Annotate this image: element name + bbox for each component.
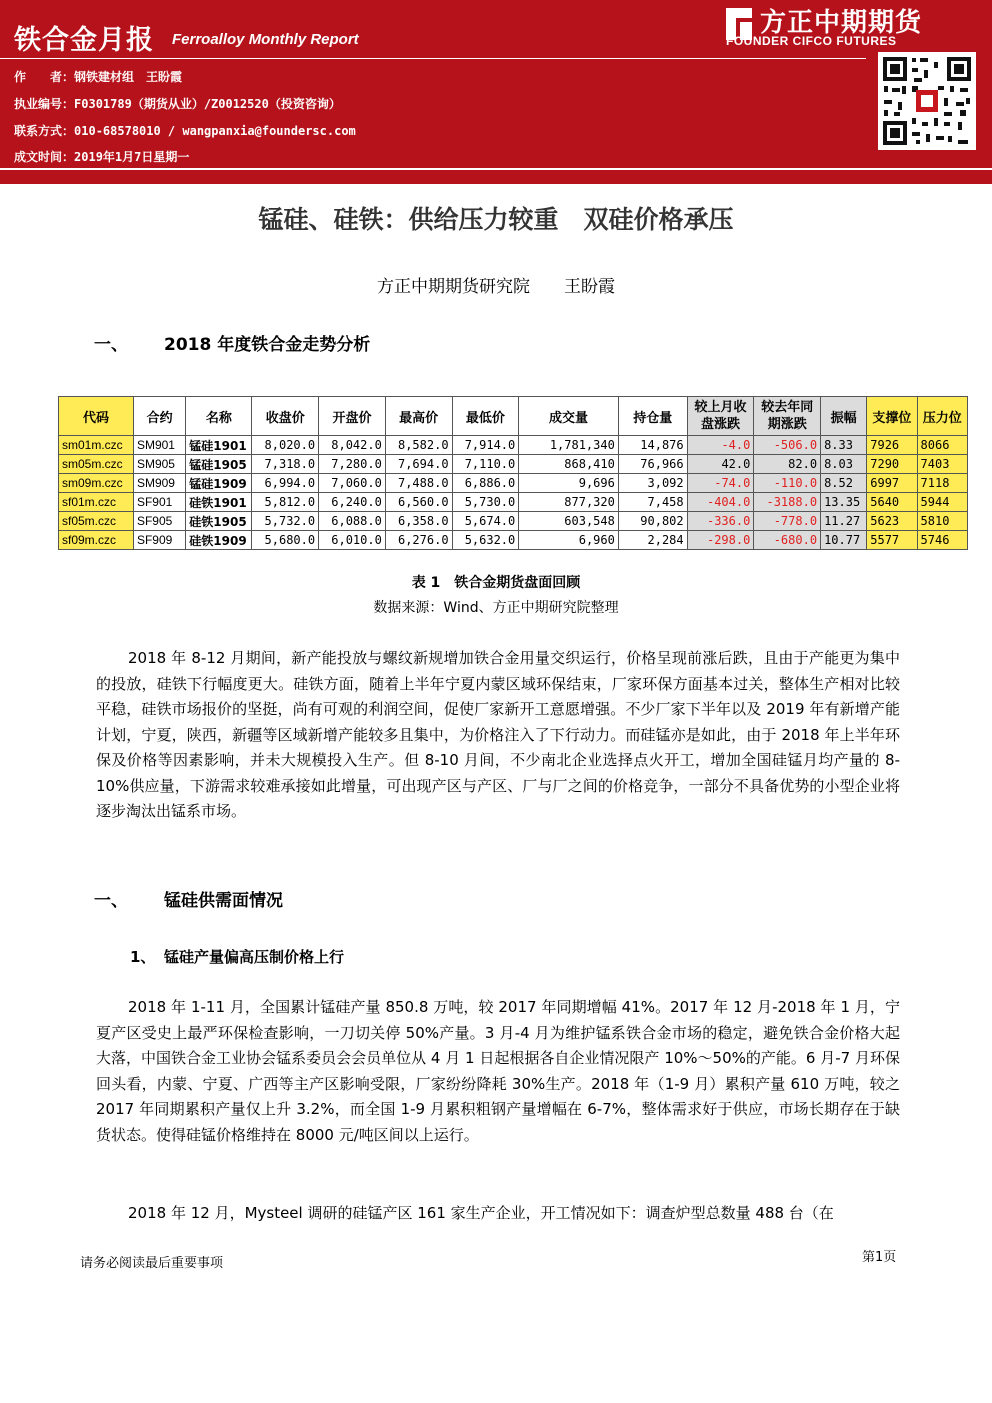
cell-open-interest: 76,966	[618, 455, 687, 474]
cell-support: 7926	[867, 436, 917, 455]
cell-low: 7,914.0	[452, 436, 519, 455]
cell-code: sm05m.czc	[59, 455, 134, 474]
cell-yoy-change: -506.0	[754, 436, 821, 455]
cell-volume: 603,548	[519, 512, 619, 531]
cell-mom-change: -74.0	[687, 474, 754, 493]
cell-low: 5,674.0	[452, 512, 519, 531]
cell-amplitude: 11.27	[821, 512, 867, 531]
page-number: 第1页	[862, 1250, 897, 1265]
cell-volume: 868,410	[519, 455, 619, 474]
cell-yoy-change: -3188.0	[754, 493, 821, 512]
author-line: 作 者：钢铁建材组 王盼霞	[14, 70, 183, 84]
cell-name: 硅铁1901	[186, 493, 252, 512]
cell-high: 6,358.0	[385, 512, 452, 531]
section-1-heading: 2018 年度铁合金走势分析	[164, 335, 371, 355]
cell-resistance: 7403	[917, 455, 967, 474]
th-resistance: 压力位	[917, 397, 967, 436]
header-divider	[0, 58, 866, 59]
license-line: 执业编号：F0301789（期货从业）/Z0012520（投资咨询）	[14, 97, 341, 111]
cell-volume: 877,320	[519, 493, 619, 512]
cell-name: 锰硅1901	[186, 436, 252, 455]
th-name: 名称	[186, 397, 252, 436]
cell-low: 5,632.0	[452, 531, 519, 550]
paragraph-1: 2018 年 8-12 月期间，新产能投放与螺纹新规增加铁合金用量交织运行，价格呈现前涨后跌，且由于产能更为集中的投放，硅铁下行幅度更大。硅铁方面，随着上半年宁夏内蒙区域环保结束，厂家环保方面基本过关，整体生产相对比较平稳，硅铁市场报价的坚挺，尚有可观的利润空间，促使厂家新开工意愿增强。不少厂家下半年以及 2019 年有新增产能计划，宁夏，陕西，新疆等区域新增产能较多且集中，为价格注入了下行动力。而硅锰亦是如此，由于 2018 年上半年环保及价格等因素影响，并未大规模投入生产。但 8-10 月间，不少南北企业选择点火开工，增加全国硅锰月均产量的 8-10%供应量，下游需求较难承接如此增量，可出现产区与产区、厂与厂之间的价格竞争，一部分不具备优势的小型企业将逐步淘汰出锰系市场。	[96, 649, 900, 820]
brand-name: 方正中期期货	[760, 8, 923, 38]
cell-open: 6,088.0	[319, 512, 386, 531]
header-bottom-bar	[0, 168, 992, 184]
cell-resistance: 5746	[917, 531, 967, 550]
cell-code: sm09m.czc	[59, 474, 134, 493]
qr-code-icon	[878, 52, 976, 150]
cell-mom-change: -4.0	[687, 436, 754, 455]
th-open-interest: 持仓量	[618, 397, 687, 436]
cell-yoy-change: -110.0	[754, 474, 821, 493]
cell-low: 5,730.0	[452, 493, 519, 512]
cell-name: 硅铁1909	[186, 531, 252, 550]
table-row	[59, 436, 968, 455]
cell-resistance: 5944	[917, 493, 967, 512]
th-close: 收盘价	[252, 397, 319, 436]
cell-open-interest: 14,876	[618, 436, 687, 455]
th-yoy-change: 较去年同期涨跌	[754, 397, 821, 436]
th-open: 开盘价	[319, 397, 386, 436]
th-contract: 合约	[133, 397, 185, 436]
th-code: 代码	[59, 397, 134, 436]
cell-yoy-change: -680.0	[754, 531, 821, 550]
cell-open: 6,240.0	[319, 493, 386, 512]
cell-high: 8,582.0	[385, 436, 452, 455]
date-line: 成文时间：2019年1月7日星期一	[14, 150, 190, 164]
th-mom-change: 较上月收盘涨跌	[687, 397, 754, 436]
paragraph-3: 2018 年 12 月，Mysteel 调研的硅锰产区 161 家生产企业，开工情况如下：调查炉型总数量 488 台（在	[128, 1204, 834, 1222]
cell-code: sf09m.czc	[59, 531, 134, 550]
cell-resistance: 5810	[917, 512, 967, 531]
cell-amplitude: 10.77	[821, 531, 867, 550]
section-2-number: 一、	[94, 891, 128, 911]
cell-mom-change: -298.0	[687, 531, 754, 550]
cell-code: sf01m.czc	[59, 493, 134, 512]
cell-contract: SF905	[133, 512, 185, 531]
table-row	[59, 455, 968, 474]
cell-open-interest: 3,092	[618, 474, 687, 493]
cell-open: 7,280.0	[319, 455, 386, 474]
cell-open-interest: 7,458	[618, 493, 687, 512]
cell-close: 5,732.0	[252, 512, 319, 531]
cell-high: 7,488.0	[385, 474, 452, 493]
table-header-row	[59, 397, 968, 436]
document-title: 锰硅、硅铁：供给压力较重 双硅价格承压	[258, 205, 734, 234]
cell-contract: SF909	[133, 531, 185, 550]
table-row	[59, 531, 968, 550]
cell-amplitude: 13.35	[821, 493, 867, 512]
brand-name-en: FOUNDER CIFCO FUTURES	[726, 34, 897, 48]
cell-mom-change: 42.0	[687, 455, 754, 474]
cell-name: 锰硅1909	[186, 474, 252, 493]
cell-open-interest: 2,284	[618, 531, 687, 550]
cell-mom-change: -336.0	[687, 512, 754, 531]
cell-contract: SM905	[133, 455, 185, 474]
cell-mom-change: -404.0	[687, 493, 754, 512]
cell-volume: 9,696	[519, 474, 619, 493]
cell-amplitude: 8.03	[821, 455, 867, 474]
cell-contract: SM901	[133, 436, 185, 455]
cell-close: 6,994.0	[252, 474, 319, 493]
table-row	[59, 512, 968, 531]
cell-low: 7,110.0	[452, 455, 519, 474]
cell-name: 硅铁1905	[186, 512, 252, 531]
table-caption: 表 1 铁合金期货盘面回顾	[411, 575, 581, 591]
cell-close: 7,318.0	[252, 455, 319, 474]
cell-support: 5623	[867, 512, 917, 531]
cell-code: sf05m.czc	[59, 512, 134, 531]
cell-support: 5577	[867, 531, 917, 550]
cell-name: 锰硅1905	[186, 455, 252, 474]
cell-code: sm01m.czc	[59, 436, 134, 455]
cell-contract: SM909	[133, 474, 185, 493]
section-1-number: 一、	[94, 335, 128, 355]
cell-contract: SF901	[133, 493, 185, 512]
report-header	[0, 0, 992, 182]
footer-disclaimer: 请务必阅读最后重要事项	[80, 1256, 224, 1271]
cell-volume: 6,960	[519, 531, 619, 550]
cell-volume: 1,781,340	[519, 436, 619, 455]
cell-high: 6,560.0	[385, 493, 452, 512]
contact-line: 联系方式：010-68578010 / wangpanxia@foundersc.com	[14, 124, 356, 138]
paragraph-2: 2018 年 1-11 月，全国累计锰硅产量 850.8 万吨，较 2017 年同期增幅 41%。2017 年 12 月-2018 年 1 月，宁夏产区受史上最严环保检查影响，一刀切关停 50%产量。3 月-4 月为维护锰系铁合金市场的稳定，避免铁合金价格大起大落，中国铁合金工业协会锰系委员会会员单位从 4 月 1 日起根据各自企业情况限产 10%～50%的产能。6 月-7 月环保回头看，内蒙、宁夏、广西等主产区影响受限，厂家纷纷降耗 30%生产。2018 年（1-9 月）累积产量 610 万吨，较之 2017 年同期累积产量仅上升 3.2%，而全国 1-9 月累积粗钢产量增幅在 6-7%，整体需求好于供应，市场长期存在于缺货状态。使得硅锰价格维持在 8000 元/吨区间以上运行。	[96, 998, 900, 1144]
section-2-heading: 锰硅供需面情况	[164, 891, 283, 911]
cell-yoy-change: -778.0	[754, 512, 821, 531]
cell-open: 6,010.0	[319, 531, 386, 550]
cell-close: 5,680.0	[252, 531, 319, 550]
cell-close: 5,812.0	[252, 493, 319, 512]
table-source: 数据来源：Wind、方正中期研究院整理	[373, 600, 619, 616]
cell-high: 7,694.0	[385, 455, 452, 474]
cell-open: 7,060.0	[319, 474, 386, 493]
th-high: 最高价	[385, 397, 452, 436]
subsection-1-number: 1、	[130, 948, 156, 966]
cell-support: 5640	[867, 493, 917, 512]
cell-support: 7290	[867, 455, 917, 474]
report-title: 铁合金月报	[14, 25, 154, 56]
cell-open-interest: 90,802	[618, 512, 687, 531]
cell-low: 6,886.0	[452, 474, 519, 493]
th-volume: 成交量	[519, 397, 619, 436]
cell-high: 6,276.0	[385, 531, 452, 550]
futures-review-table	[58, 396, 968, 550]
cell-amplitude: 8.52	[821, 474, 867, 493]
th-low: 最低价	[452, 397, 519, 436]
cell-resistance: 8066	[917, 436, 967, 455]
cell-resistance: 7118	[917, 474, 967, 493]
table-row	[59, 493, 968, 512]
document-author: 方正中期期货研究院 王盼霞	[377, 277, 615, 297]
table-row	[59, 474, 968, 493]
cell-close: 8,020.0	[252, 436, 319, 455]
cell-yoy-change: 82.0	[754, 455, 821, 474]
th-amplitude: 振幅	[821, 397, 867, 436]
subsection-1-heading: 锰硅产量偏高压制价格上行	[164, 948, 345, 966]
report-subtitle: Ferroalloy Monthly Report	[172, 31, 359, 48]
cell-amplitude: 8.33	[821, 436, 867, 455]
cell-support: 6997	[867, 474, 917, 493]
cell-open: 8,042.0	[319, 436, 386, 455]
th-support: 支撑位	[867, 397, 917, 436]
